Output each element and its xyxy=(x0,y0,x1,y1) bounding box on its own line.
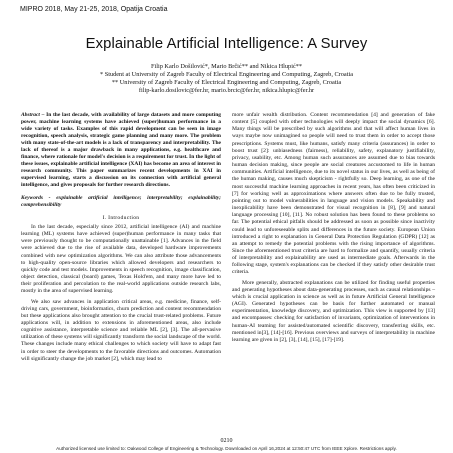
abstract xyxy=(21,112,221,189)
right-column xyxy=(232,112,435,347)
right-paragraph-1: more unfair wealth distribution. Content recommendation [4] and generation of fake content [5] coupled with other technologies will deeply impact the social dynamics [6]. Many things will be prescribed by such algorithms and that will affect human lives in ways maybe now unimagined so people will need to trust them in order to accept those prescriptions. Systems must, like humans, satisfy many criteria (assurances) in order to boost trust [2]: unbiasedness (fairness), reliability, safety, explanatory justifiability, privacy, usability, etc. Among human such assurances are assumed due to bias towards human decision making, since people are social creatures accustomed to life in human communities. Artificial intelligence, due to its novel status in our lives, as well as being of the human making, causes much skepticism - rightfully so. Deep learning, as one of the most successful machine learning approaches in recent years, has often been criticized in [7] for working well as approximations where answers often due to be fully trusted, pointing out to model vulnerabilities in language and vision models. Speakability and inexplicability have been demonstrated for visual recognition in [8], [9] and natural language processing [10], [11]. No robust solution has been found to these problems so far. The potential ethical pitfalls should be addressed as soon as possible since inactivity could lead to unforeseeable splits and differences in the future society. European Union introduced a right to explanation in General Data Protection Regulation (GDPR) [12] as an attempt to remedy the potential problems with the rising importance of algorithms. Since the aforementioned trust criteria are hard to formalize and quantify, usually criteria of interpretability and explainability are used as intermediate goals. Afterwards in the following stage, system's explanations can be checked if they satisfy other desirable trust criteria. xyxy=(232,112,435,276)
intro-paragraph-1: In the last decade, especially since 2012, artificial intelligence (AI) and machine learning (ML) systems have achieved (super)human performance in many tasks that were previously thought to be computationally unattainable [1]. Advances in the field were achieved due to the rise of available data, developed hardware improvements combined with new optimization algorithms. We can also attribute those advancements to high-quality open-source libraries which allowed developers and researchers to quickly code and test models. Improvements in speech recognition, image classification, object detection, classical (board) games, Texas Hold'em, and many more have led to their proliferation and percolation to the real-world applications outside research labs, mostly in the area of supervised learning. xyxy=(21,223,221,295)
paper-title: Explainable Artificial Intelligence: A Survey xyxy=(85,36,368,52)
section-heading-introduction: I. Introduction xyxy=(102,214,140,221)
left-column xyxy=(21,112,221,366)
abstract-text: – In the last decade, with availability of large datasets and more computing power, machine learning systems have achieved (super)human performance in a wide variety of tasks. Examples of this rapid development can be seen in image recognition, speech analysis, strategic game planning and many more. The problem with many state-of-the-art models is a lack of transparency and interpretability. The lack of thereof is a major drawback in many applications, e.g. healthcare and finance, where rationale for model's decision is a requirement for trust. In the light of these issues, explainable artificial intelligence (XAI) has become an area of interest in research community. This paper summarizes recent developments in XAI in supervised learning, starts a discussion on its connection with artificial general intelligence, and gives proposals for further research directions. xyxy=(21,112,222,188)
author-block xyxy=(0,63,453,94)
author-names: Filip Karlo Došilović*, Mario Brčić** and Nikica Hlupić** xyxy=(150,63,303,70)
right-paragraph-2: More generally, abstracted explanations can be utilized for finding useful properties and generating hypotheses about data-generating processes, such as causal relationships – which is crucial application in science as well as in future Artificial General Intelligence (AGI). Generated hypotheses can be basis for further automated or manual experimentation, knowledge discovery, and optimization. This view is supported by [13] and encompasses: checking for satisfaction of invariants, optimization of interventions in human-AI teaming for assisted/automated scientific discovery, transferring skills, etc. mentioned in[3], [14]-[16]. Previous overviews and surveys of interpretability in machine learning are given in [2], [3], [14], [15], [17]-[19]. xyxy=(232,279,435,343)
author-emails: filip-karlo.dosilovic@fer.hr, mario.brcic@fer.hr, nikica.hlupic@fer.hr xyxy=(138,86,315,94)
intro-paragraph-2: We also saw advances in application critical areas, e.g. medicine, finance, self-driving cars, government, bioinformatics, churn prediction and content recommendation but these applications also brought attention to the crucial trust-related problems. Future applications will, in addition to extensions in aforementioned areas, also include cognitive assistance, interpretable science and reliable ML [2], [3]. The all-pervasive utilization of these systems will significantly transform the social landscape of the world. These changes include many ethical challenges to which society will have to adapt fast in order to steer the developments to the favorable directions and outcomes. Automation will significantly change the job market [2], which may lead to xyxy=(21,298,221,362)
abstract-lead: Abstract xyxy=(21,112,40,118)
page-number: 0210 xyxy=(220,438,233,444)
affiliation-1: * Student at University of Zagreb Faculty of Electrical Engineering and Computing, Zagreb, Croatia xyxy=(99,70,354,78)
keywords: Keywords - explainable artificial intelligence; interpretability; explainability; comprehensibility xyxy=(21,194,221,208)
affiliation-2: ** University of Zagreb Faculty of Electrical Engineering and Computing, Zagreb, Croatia xyxy=(111,78,342,86)
license-footer: Authorized licensed use limited to: Oakwood College of Engineering & Technology. Downloaded on April 16,2024 at 12:50:47 UTC from IEEE Xplore. Restrictions apply. xyxy=(56,446,397,451)
conference-header: MIPRO 2018, May 21-25, 2018, Opatija Croatia xyxy=(20,6,168,13)
